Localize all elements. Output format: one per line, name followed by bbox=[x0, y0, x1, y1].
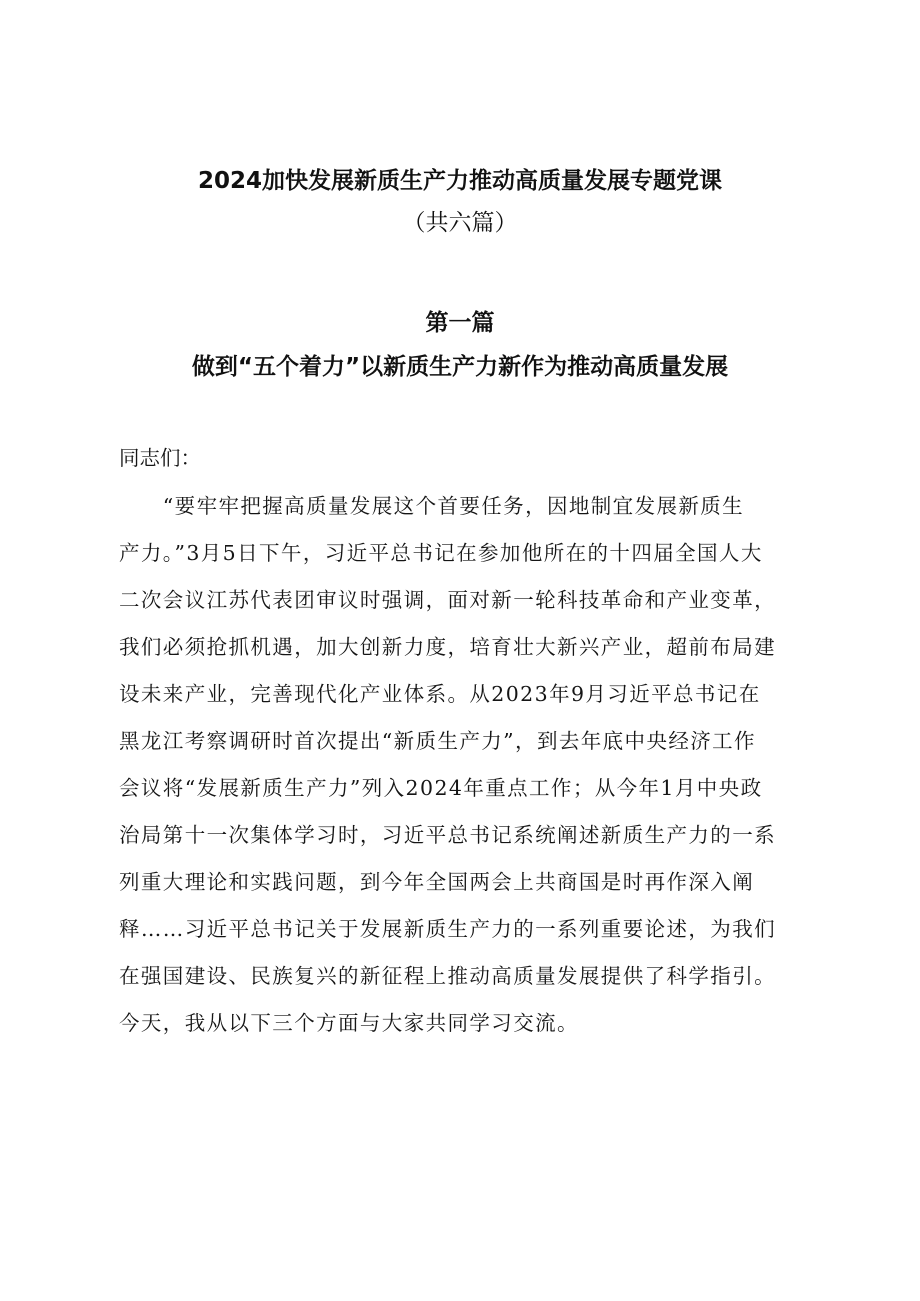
paragraph-line: 产力。”3月5日下午，习近平总书记在参加他所在的十四届全国人大 bbox=[119, 541, 763, 565]
paragraph-line: 今天，我从以下三个方面与大家共同学习交流。 bbox=[119, 1011, 579, 1035]
document-subtitle: （共六篇） bbox=[402, 210, 518, 236]
paragraph-line: 治局第十一次集体学习时，习近平总书记系统阐述新质生产力的一系 bbox=[119, 823, 776, 847]
paragraph-line: 会议将“发展新质生产力”列入2024年重点工作；从今年1月中央政 bbox=[119, 776, 763, 800]
paragraph-line: 在强国建设、民族复兴的新征程上推动高质量发展提供了科学指引。 bbox=[119, 964, 776, 988]
document-title: 2024加快发展新质生产力推动高质量发展专题党课 bbox=[197, 168, 722, 194]
paragraph-line: 设未来产业，完善现代化产业体系。从2023年9月习近平总书记在 bbox=[119, 682, 761, 706]
paragraph-line: “要牢牢把握高质量发展这个首要任务，因地制宜发展新质生 bbox=[119, 494, 745, 518]
section-heading: 做到“五个着力”以新质生产力新作为推动高质量发展 bbox=[191, 354, 729, 380]
paragraph-line: 列重大理论和实践问题，到今年全国两会上共商国是时再作深入阐 bbox=[119, 870, 755, 894]
paragraph-line: 释……习近平总书记关于发展新质生产力的一系列重要论述，为我们 bbox=[119, 917, 776, 941]
paragraph-line: 我们必须抢抓机遇，加大创新力度，培育壮大新兴产业，超前布局建 bbox=[119, 635, 776, 659]
paragraph-line: 二次会议江苏代表团审议时强调，面对新一轮科技革命和产业变革， bbox=[119, 588, 776, 612]
paragraph-line: 黑龙江考察调研时首次提出“新质生产力”，到去年底中央经济工作 bbox=[119, 729, 756, 753]
section-label: 第一篇 bbox=[425, 310, 495, 336]
salutation: 同志们： bbox=[119, 446, 201, 470]
